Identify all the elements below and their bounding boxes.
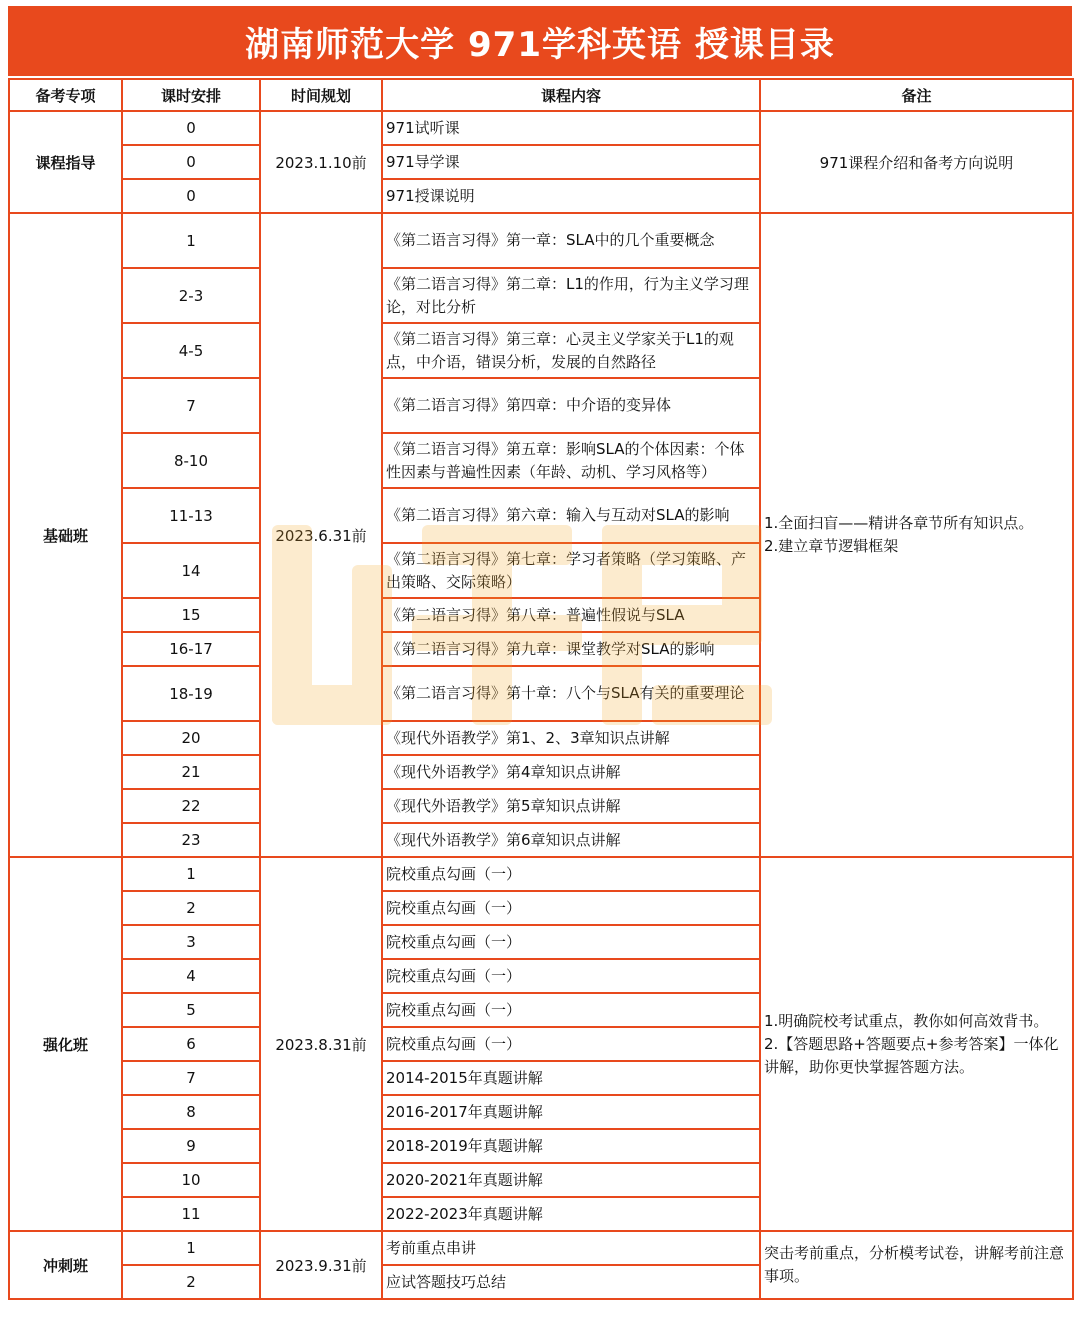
- lesson-number: 1: [122, 857, 260, 891]
- lesson-number: 4: [122, 959, 260, 993]
- lesson-number: 0: [122, 179, 260, 213]
- lesson-number: 16-17: [122, 632, 260, 666]
- course-content: 《第二语言习得》第一章：SLA中的几个重要概念: [382, 213, 760, 268]
- course-content: 院校重点勾画（一）: [382, 1027, 760, 1061]
- lesson-number: 9: [122, 1129, 260, 1163]
- header-row: [9, 79, 1073, 111]
- course-content: 《第二语言习得》第六章：输入与互动对SLA的影响: [382, 488, 760, 543]
- lesson-number: 0: [122, 145, 260, 179]
- course-content: 《第二语言习得》第八章：普遍性假说与SLA: [382, 598, 760, 632]
- course-content: 院校重点勾画（一）: [382, 959, 760, 993]
- section-remarks: 971课程介绍和备考方向说明: [760, 111, 1073, 213]
- course-content: 2016-2017年真题讲解: [382, 1095, 760, 1129]
- course-content: 院校重点勾画（一）: [382, 993, 760, 1027]
- lesson-number: 4-5: [122, 323, 260, 378]
- course-content: 971授课说明: [382, 179, 760, 213]
- schedule-date: 2023.9.31前: [260, 1231, 382, 1299]
- course-content: 《现代外语教学》第6章知识点讲解: [382, 823, 760, 857]
- lesson-number: 2: [122, 891, 260, 925]
- lesson-number: 7: [122, 378, 260, 433]
- course-content: 《第二语言习得》第十章：八个与SLA有关的重要理论: [382, 666, 760, 721]
- lesson-number: 14: [122, 543, 260, 598]
- lesson-number: 7: [122, 1061, 260, 1095]
- header-remarks: 备注: [760, 79, 1073, 111]
- lesson-number: 8: [122, 1095, 260, 1129]
- course-content: 2018-2019年真题讲解: [382, 1129, 760, 1163]
- lesson-number: 10: [122, 1163, 260, 1197]
- table-row: [9, 111, 1073, 145]
- lesson-number: 2-3: [122, 268, 260, 323]
- table-row: [9, 1231, 1073, 1265]
- section-name: 课程指导: [9, 111, 122, 213]
- schedule-date: 2023.6.31前: [260, 213, 382, 857]
- course-content: 《现代外语教学》第4章知识点讲解: [382, 755, 760, 789]
- lesson-number: 20: [122, 721, 260, 755]
- course-content: 院校重点勾画（一）: [382, 925, 760, 959]
- section-name: 冲刺班: [9, 1231, 122, 1299]
- course-content: 《第二语言习得》第九章：课堂教学对SLA的影响: [382, 632, 760, 666]
- course-content: 《第二语言习得》第四章：中介语的变异体: [382, 378, 760, 433]
- course-content: 《第二语言习得》第七章：学习者策略（学习策略、产出策略、交际策略）: [382, 543, 760, 598]
- course-content: 应试答题技巧总结: [382, 1265, 760, 1299]
- course-content: 《现代外语教学》第1、2、3章知识点讲解: [382, 721, 760, 755]
- lesson-number: 3: [122, 925, 260, 959]
- lesson-number: 8-10: [122, 433, 260, 488]
- header-content: 课程内容: [382, 79, 760, 111]
- section-remarks: 1.明确院校考试重点，教你如何高效背书。 2.【答题思路+答题要点+参考答案】一体化讲解，助你更快掌握答题方法。: [760, 857, 1073, 1231]
- header-schedule: 时间规划: [260, 79, 382, 111]
- course-content: 2014-2015年真题讲解: [382, 1061, 760, 1095]
- header-category: 备考专项: [9, 79, 122, 111]
- course-content: 院校重点勾画（一）: [382, 891, 760, 925]
- lesson-number: 11-13: [122, 488, 260, 543]
- page-title: 湖南师范大学 971学科英语 授课目录: [8, 6, 1072, 76]
- lesson-number: 18-19: [122, 666, 260, 721]
- course-content: 2020-2021年真题讲解: [382, 1163, 760, 1197]
- lesson-number: 11: [122, 1197, 260, 1231]
- course-content: 971试听课: [382, 111, 760, 145]
- lesson-number: 21: [122, 755, 260, 789]
- course-content: 971导学课: [382, 145, 760, 179]
- course-content: 2022-2023年真题讲解: [382, 1197, 760, 1231]
- course-table: [8, 78, 1074, 1300]
- lesson-number: 1: [122, 1231, 260, 1265]
- lesson-number: 23: [122, 823, 260, 857]
- course-content: 《现代外语教学》第5章知识点讲解: [382, 789, 760, 823]
- course-content: 《第二语言习得》第三章：心灵主义学家关于L1的观点，中介语，错误分析，发展的自然路径: [382, 323, 760, 378]
- section-remarks: 突击考前重点，分析模考试卷，讲解考前注意事项。: [760, 1231, 1073, 1299]
- table-row: [9, 857, 1073, 891]
- course-content: 《第二语言习得》第五章：影响SLA的个体因素：个体性因素与普遍性因素（年龄、动机、学习风格等）: [382, 433, 760, 488]
- lesson-number: 22: [122, 789, 260, 823]
- course-content: 考前重点串讲: [382, 1231, 760, 1265]
- table-row: [9, 213, 1073, 268]
- section-name: 基础班: [9, 213, 122, 857]
- course-content: 《第二语言习得》第二章：L1的作用，行为主义学习理论，对比分析: [382, 268, 760, 323]
- schedule-date: 2023.1.10前: [260, 111, 382, 213]
- section-remarks: 1.全面扫盲——精讲各章节所有知识点。 2.建立章节逻辑框架: [760, 213, 1073, 857]
- lesson-number: 0: [122, 111, 260, 145]
- lesson-number: 15: [122, 598, 260, 632]
- lesson-number: 2: [122, 1265, 260, 1299]
- lesson-number: 6: [122, 1027, 260, 1061]
- course-content: 院校重点勾画（一）: [382, 857, 760, 891]
- lesson-number: 5: [122, 993, 260, 1027]
- table-body: [9, 111, 1073, 1299]
- lesson-number: 1: [122, 213, 260, 268]
- section-name: 强化班: [9, 857, 122, 1231]
- schedule-date: 2023.8.31前: [260, 857, 382, 1231]
- header-lessons: 课时安排: [122, 79, 260, 111]
